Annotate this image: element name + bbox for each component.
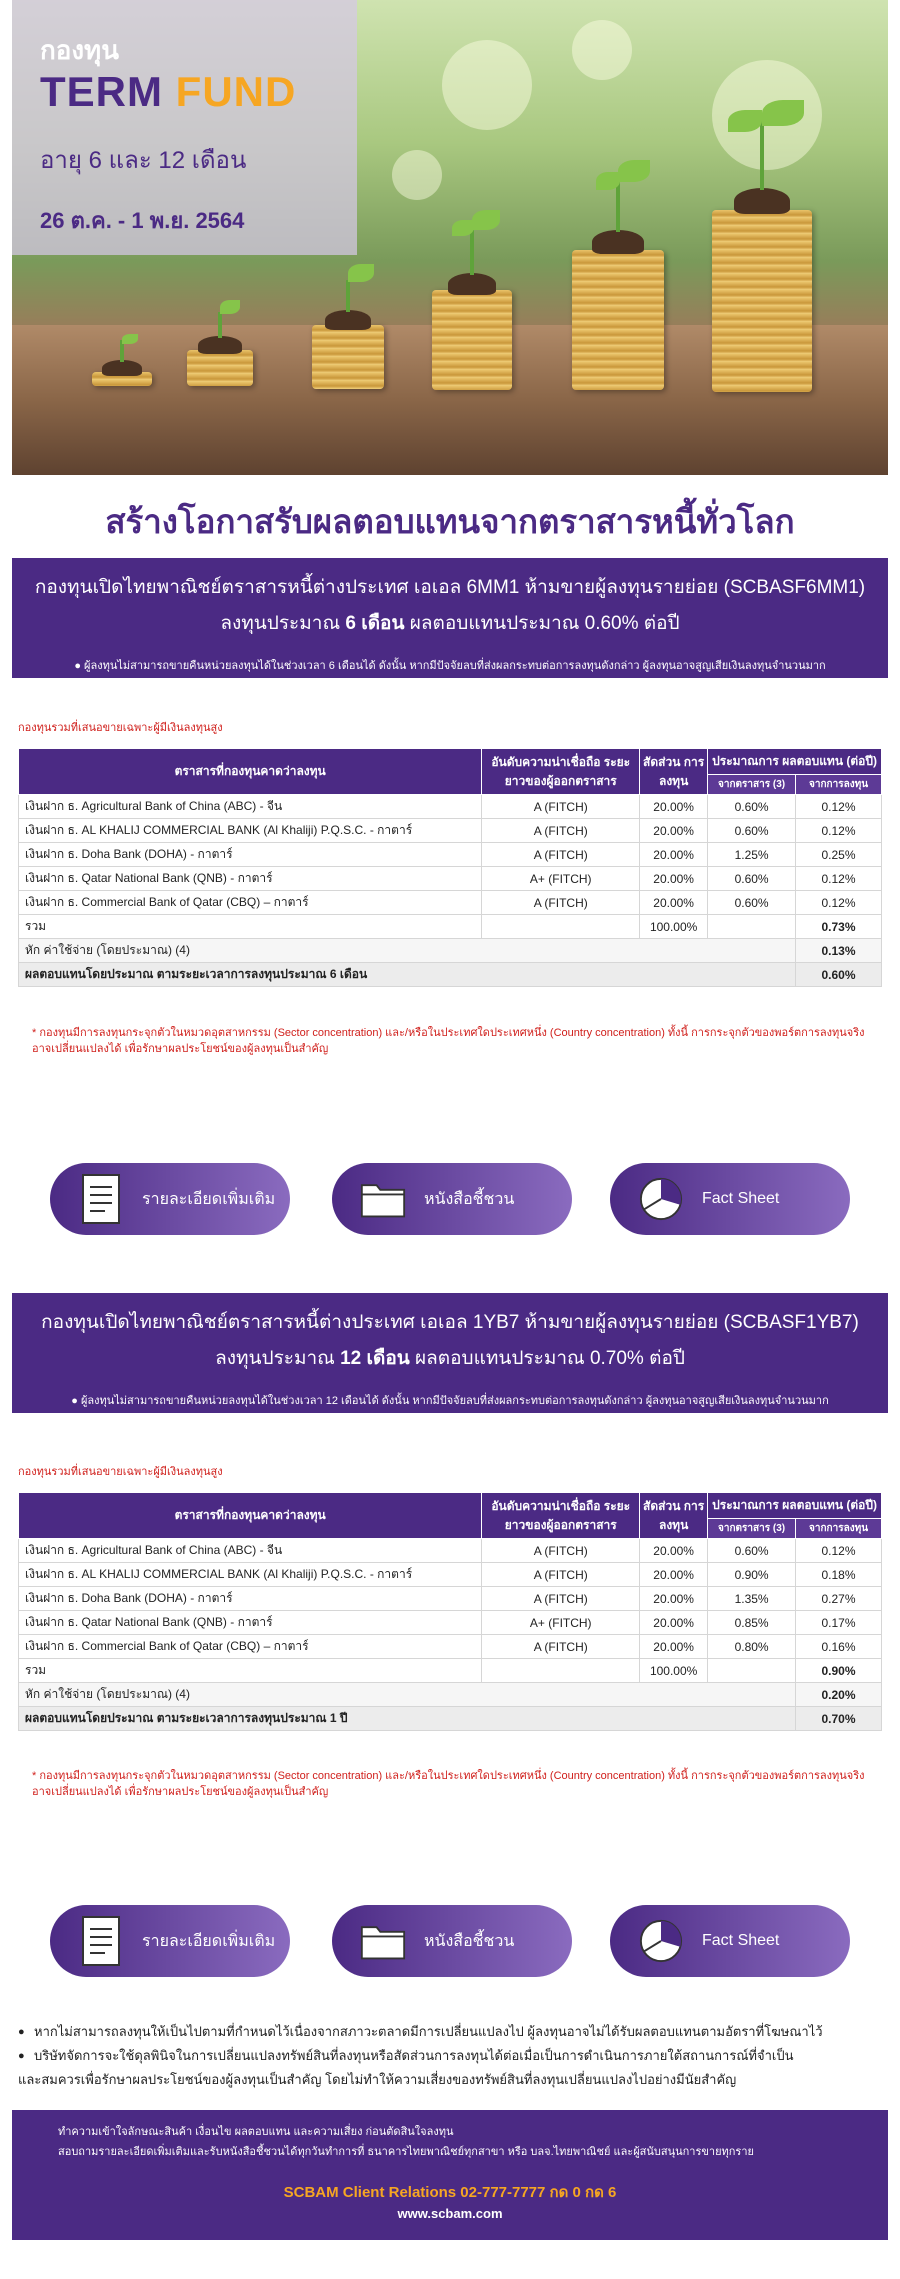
row-r2: 0.18% xyxy=(796,1563,882,1587)
row-r1: 0.60% xyxy=(708,1539,796,1563)
row-r2: 0.27% xyxy=(796,1587,882,1611)
document-icon xyxy=(78,1173,124,1225)
table-row xyxy=(19,1539,882,1563)
fund1-title: กองทุนเปิดไทยพาณิชย์ตราสารหนี้ต่างประเทศ เอเอล 6MM1 ห้ามขายผู้ลงทุนรายย่อย (SCBASF6MM1) xyxy=(34,577,866,598)
row-ratio: 20.00% xyxy=(640,891,708,915)
col-rating: อันดับความน่าเชื่อถือ ระยะยาวของผู้ออกตราสาร xyxy=(482,1493,640,1539)
hero-line1: กองทุน xyxy=(40,35,119,65)
row-r2: 0.12% xyxy=(796,1539,882,1563)
prospectus-label: หนังสือชี้ชวน xyxy=(424,1190,515,1208)
fund1-table xyxy=(18,748,882,987)
row-r1: 0.60% xyxy=(708,867,796,891)
total-ratio: 100.00% xyxy=(640,915,708,939)
details-label: รายละเอียดเพิ่มเติม xyxy=(142,1190,276,1208)
fund2-title: กองทุนเปิดไทยพาณิชย์ตราสารหนี้ต่างประเทศ เอเอล 1YB7 ห้ามขายผู้ลงทุนรายย่อย (SCBASF1YB7) xyxy=(41,1312,859,1333)
col-rating: อันดับความน่าเชื่อถือ ระยะยาวของผู้ออกตราสาร xyxy=(482,749,640,795)
coin-stack xyxy=(187,350,253,386)
leaf xyxy=(122,334,138,344)
bullet-item: ● หากไม่สามารถลงทุนให้เป็นไปตามที่กำหนดไว้เนื่องจากสภาวะตลาดมีการเปลี่ยนแปลงไป ผู้ลงทุนอาจไม่ได้รับผลตอบแทนตามอัตราที่โฆษณาไว้ xyxy=(18,2020,888,2044)
total-ratio: 100.00% xyxy=(640,1659,708,1683)
bullet-item: ● บริษัทจัดการจะใช้ดุลพินิจในการเปลี่ยนแปลงทรัพย์สินที่ลงทุนหรือสัดส่วนการลงทุนได้ต่อเมื่อเป็นการดำเนินการภายใต้สถานการณ์ที่จำเป็น xyxy=(18,2044,888,2068)
hero-dates: 26 ต.ค. - 1 พ.ย. 2564 xyxy=(40,208,245,233)
row-ratio: 20.00% xyxy=(640,795,708,819)
col-instrument: ตราสารที่กองทุนคาดว่าลงทุน xyxy=(19,749,482,795)
prospectus-button[interactable] xyxy=(332,1163,572,1235)
fee-label: หัก ค่าใช้จ่าย (โดยประมาณ) (4) xyxy=(19,1683,796,1707)
col-return: ประมาณการ ผลตอบแทน (ต่อปี) xyxy=(708,749,882,775)
row-r2: 0.12% xyxy=(796,795,882,819)
col-ratio: สัดส่วน การลงทุน xyxy=(640,1493,708,1539)
table-row xyxy=(19,795,882,819)
footer-phone[interactable]: SCBAM Client Relations 02-777-7777 กด 0 กด 6 xyxy=(283,2184,617,2201)
row-rating: A (FITCH) xyxy=(482,843,640,867)
fund1-subtitle xyxy=(12,608,888,638)
soil xyxy=(448,273,496,295)
fund1-sub-a: ลงทุนประมาณ xyxy=(220,613,341,634)
row-name: เงินฝาก ธ. Agricultural Bank of China (ABC) - จีน xyxy=(19,795,482,819)
fund2-sub-b: 12 เดือน xyxy=(340,1348,410,1369)
row-name: เงินฝาก ธ. Agricultural Bank of China (ABC) - จีน xyxy=(19,1539,482,1563)
row-r1: 0.60% xyxy=(708,891,796,915)
leaf xyxy=(762,100,804,126)
row-rating: A (FITCH) xyxy=(482,1635,640,1659)
table-row xyxy=(19,1611,882,1635)
row-r1: 0.80% xyxy=(708,1635,796,1659)
fee-row xyxy=(19,939,882,963)
net-label: ผลตอบแทนโดยประมาณ ตามระยะเวลาการลงทุนประมาณ 1 ปี xyxy=(19,1707,796,1731)
row-name: เงินฝาก ธ. Doha Bank (DOHA) - กาตาร์ xyxy=(19,1587,482,1611)
table-row xyxy=(19,819,882,843)
fund2-band xyxy=(12,1293,888,1413)
row-name: เงินฝาก ธ. Commercial Bank of Qatar (CBQ) – กาตาร์ xyxy=(19,891,482,915)
row-ratio: 20.00% xyxy=(640,819,708,843)
hero-duration: อายุ 6 และ 12 เดือน xyxy=(40,147,247,174)
fee-label: หัก ค่าใช้จ่าย (โดยประมาณ) (4) xyxy=(19,939,796,963)
table-row xyxy=(19,1587,882,1611)
fund2-offer: กองทุนรวมที่เสนอขายเฉพาะผู้มีเงินลงทุนสูง xyxy=(18,1466,223,1478)
row-r1: 0.90% xyxy=(708,1563,796,1587)
table-row xyxy=(19,1563,882,1587)
leaf xyxy=(472,210,500,230)
row-r2: 0.12% xyxy=(796,867,882,891)
folder-icon xyxy=(360,1915,406,1967)
row-r1: 0.60% xyxy=(708,795,796,819)
total-return: 0.90% xyxy=(796,1659,882,1683)
coin-stack xyxy=(432,290,512,390)
fund1-sub-c: ผลตอบแทนประมาณ 0.60% ต่อปี xyxy=(409,613,680,634)
row-rating: A+ (FITCH) xyxy=(482,1611,640,1635)
prospectus-label: หนังสือชี้ชวน xyxy=(424,1932,515,1950)
bokeh-light xyxy=(572,20,632,80)
net-value: 0.70% xyxy=(796,1707,882,1731)
details-button[interactable] xyxy=(50,1905,290,1977)
net-row xyxy=(19,1707,882,1731)
sprout xyxy=(470,230,474,275)
col-return-instrument: จากตราสาร (3) xyxy=(708,1519,796,1539)
row-name: เงินฝาก ธ. AL KHALIJ COMMERCIAL BANK (Al Khaliji) P.Q.S.C. - กาตาร์ xyxy=(19,819,482,843)
leaf xyxy=(348,264,374,282)
hero-title-fund: FUND xyxy=(175,68,297,115)
fee-row xyxy=(19,1683,882,1707)
soil xyxy=(734,188,790,214)
row-rating: A (FITCH) xyxy=(482,1587,640,1611)
pie-chart-icon xyxy=(638,1173,684,1225)
factsheet-label: Fact Sheet xyxy=(702,1932,780,1949)
net-label: ผลตอบแทนโดยประมาณ ตามระยะเวลาการลงทุนประมาณ 6 เดือน xyxy=(19,963,796,987)
row-r2: 0.12% xyxy=(796,819,882,843)
row-r2: 0.17% xyxy=(796,1611,882,1635)
table-row xyxy=(19,891,882,915)
row-ratio: 20.00% xyxy=(640,867,708,891)
row-r2: 0.16% xyxy=(796,1635,882,1659)
bullet-item-cont: และสมควรเพื่อรักษาผลประโยชน์ของผู้ลงทุนเป็นสำคัญ โดยไม่ทำให้ความเสี่ยงของทรัพย์สินที่ลงทุนเปลี่ยนแปลงไปอย่างมีนัยสำคัญ xyxy=(18,2072,737,2087)
row-ratio: 20.00% xyxy=(640,1587,708,1611)
row-r2: 0.25% xyxy=(796,843,882,867)
bokeh-light xyxy=(442,40,532,130)
row-rating: A (FITCH) xyxy=(482,1539,640,1563)
total-label: รวม xyxy=(19,915,482,939)
fund2-table xyxy=(18,1492,882,1731)
row-name: เงินฝาก ธ. Qatar National Bank (QNB) - กาตาร์ xyxy=(19,867,482,891)
hero-title-box xyxy=(12,0,357,255)
fund2-sub-a: ลงทุนประมาณ xyxy=(215,1348,335,1369)
fee-value: 0.13% xyxy=(796,939,882,963)
col-ratio: สัดส่วน การลงทุน xyxy=(640,749,708,795)
net-row xyxy=(19,963,882,987)
fund2-subtitle xyxy=(12,1343,888,1373)
table-row xyxy=(19,1635,882,1659)
row-r2: 0.12% xyxy=(796,891,882,915)
row-rating: A (FITCH) xyxy=(482,795,640,819)
soil xyxy=(102,360,142,376)
leaf xyxy=(618,160,650,182)
pie-chart-icon xyxy=(638,1915,684,1967)
row-r1: 1.35% xyxy=(708,1587,796,1611)
details-label: รายละเอียดเพิ่มเติม xyxy=(142,1932,276,1950)
col-instrument: ตราสารที่กองทุนคาดว่าลงทุน xyxy=(19,1493,482,1539)
bokeh-light xyxy=(392,150,442,200)
hero-banner xyxy=(12,0,888,475)
row-name: เงินฝาก ธ. Qatar National Bank (QNB) - กาตาร์ xyxy=(19,1611,482,1635)
table-row xyxy=(19,867,882,891)
total-row xyxy=(19,1659,882,1683)
row-ratio: 20.00% xyxy=(640,1539,708,1563)
col-return-invest: จากการลงทุน xyxy=(796,775,882,795)
total-return: 0.73% xyxy=(796,915,882,939)
coin-stack xyxy=(712,210,812,392)
details-button[interactable] xyxy=(50,1163,290,1235)
row-ratio: 20.00% xyxy=(640,1635,708,1659)
footer-warning: ทำความเข้าใจลักษณะสินค้า เงื่อนไข ผลตอบแทน และความเสี่ยง ก่อนตัดสินใจลงทุน xyxy=(58,2126,454,2138)
row-ratio: 20.00% xyxy=(640,1611,708,1635)
row-rating: A (FITCH) xyxy=(482,891,640,915)
leaf xyxy=(728,110,762,132)
row-r1: 1.25% xyxy=(708,843,796,867)
soil xyxy=(592,230,644,254)
fund2-note: ● ผู้ลงทุนไม่สามารถขายคืนหน่วยลงทุนได้ในช่วงเวลา 12 เดือนได้ ดังนั้น หากมีปัจจัยลบที่ส่งผลกระทบต่อการลงทุนดังกล่าว ผู้ลงทุนอาจสูญเสียเงินลงทุนจำนวนมาก xyxy=(71,1395,829,1407)
fee-value: 0.20% xyxy=(796,1683,882,1707)
row-r1: 0.85% xyxy=(708,1611,796,1635)
sprout xyxy=(346,280,350,312)
row-name: เงินฝาก ธ. Doha Bank (DOHA) - กาตาร์ xyxy=(19,843,482,867)
coin-stack xyxy=(572,250,664,390)
coin-stack xyxy=(312,325,384,389)
col-return-invest: จากการลงทุน xyxy=(796,1519,882,1539)
row-name: เงินฝาก ธ. AL KHALIJ COMMERCIAL BANK (Al Khaliji) P.Q.S.C. - กาตาร์ xyxy=(19,1563,482,1587)
page-headline: สร้างโอกาสรับผลตอบแทนจากตราสารหนี้ทั่วโลก xyxy=(105,503,795,540)
total-label: รวม xyxy=(19,1659,482,1683)
fund2-footnote: * กองทุนมีการลงทุนกระจุกตัวในหมวดอุตสาหกรรม (Sector concentration) และ/หรือในประเทศใดประเทศหนึ่ง (Country concentration) ทั้งนี้ การกระจุกตัวของพอร์ตการลงทุนจริงอาจเปลี่ยนแปลงได้ เพื่อรักษาผลประโยชน์ของผู้ลงทุนเป็นสำคัญ xyxy=(32,1770,865,1798)
total-row xyxy=(19,915,882,939)
row-rating: A (FITCH) xyxy=(482,1563,640,1587)
disclaimer-bullets xyxy=(18,2020,888,2092)
soil xyxy=(325,310,371,330)
fund1-footnote: * กองทุนมีการลงทุนกระจุกตัวในหมวดอุตสาหกรรม (Sector concentration) และ/หรือในประเทศใดประเทศหนึ่ง (Country concentration) ทั้งนี้ การกระจุกตัวของพอร์ตการลงทุนจริงอาจเปลี่ยนแปลงได้ เพื่อรักษาผลประโยชน์ของผู้ลงทุนเป็นสำคัญ xyxy=(32,1027,865,1055)
document-icon xyxy=(78,1915,124,1967)
table-row xyxy=(19,843,882,867)
fund1-offer: กองทุนรวมที่เสนอขายเฉพาะผู้มีเงินลงทุนสูง xyxy=(18,722,223,734)
row-rating: A+ (FITCH) xyxy=(482,867,640,891)
row-rating: A (FITCH) xyxy=(482,819,640,843)
leaf xyxy=(596,172,620,190)
folder-icon xyxy=(360,1173,406,1225)
fund2-sub-c: ผลตอบแทนประมาณ 0.70% ต่อปี xyxy=(415,1348,685,1369)
factsheet-button[interactable] xyxy=(610,1905,850,1977)
prospectus-button[interactable] xyxy=(332,1905,572,1977)
fund1-sub-b: 6 เดือน xyxy=(345,613,405,634)
row-r1: 0.60% xyxy=(708,819,796,843)
sprout xyxy=(760,120,764,190)
footer xyxy=(12,2110,888,2240)
factsheet-button[interactable] xyxy=(610,1163,850,1235)
net-value: 0.60% xyxy=(796,963,882,987)
col-return-instrument: จากตราสาร (3) xyxy=(708,775,796,795)
fund1-note: ● ผู้ลงทุนไม่สามารถขายคืนหน่วยลงทุนได้ในช่วงเวลา 6 เดือนได้ ดังนั้น หากมีปัจจัยลบที่ส่งผลกระทบต่อการลงทุนดังกล่าว ผู้ลงทุนอาจสูญเสียเงินลงทุนจำนวนมาก xyxy=(74,660,826,672)
footer-website-link[interactable]: www.scbam.com xyxy=(397,2206,503,2221)
footer-contact-info: สอบถามรายละเอียดเพิ่มเติมและรับหนังสือชี้ชวนได้ทุกวันทำการที่ ธนาคารไทยพาณิชย์ทุกสาขา หรือ บลจ.ไทยพาณิชย์ และผู้สนับสนุนการขายทุกราย xyxy=(58,2146,754,2158)
sprout xyxy=(616,180,620,232)
sprout xyxy=(218,312,222,338)
hero-title xyxy=(40,68,296,116)
row-name: เงินฝาก ธ. Commercial Bank of Qatar (CBQ) – กาตาร์ xyxy=(19,1635,482,1659)
row-ratio: 20.00% xyxy=(640,1563,708,1587)
hero-title-term: TERM xyxy=(40,68,163,115)
leaf xyxy=(452,220,474,236)
row-ratio: 20.00% xyxy=(640,843,708,867)
soil xyxy=(198,336,242,354)
fund1-band xyxy=(12,558,888,678)
leaf xyxy=(220,300,240,314)
col-return: ประมาณการ ผลตอบแทน (ต่อปี) xyxy=(708,1493,882,1519)
factsheet-label: Fact Sheet xyxy=(702,1190,780,1207)
